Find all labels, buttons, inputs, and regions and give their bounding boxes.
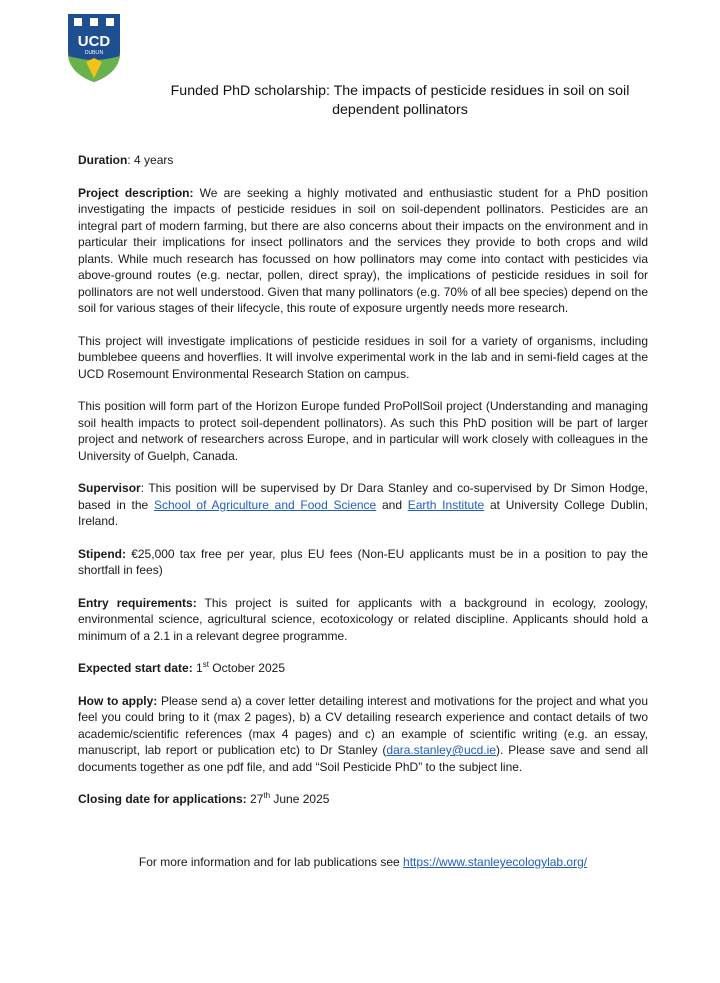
content-body — [78, 152, 648, 824]
stipend-text: €25,000 tax free per year, plus EU fees (Non-EU applicants must be in a position to pay the shortfall in fees) — [78, 546, 648, 577]
supervisor-text-2: and — [376, 497, 408, 512]
duration-label: Duration — [78, 153, 128, 167]
logo-ucd-text: UCD — [77, 33, 111, 50]
stipend-label: Stipend: — [78, 546, 126, 561]
start-day-suffix: st — [202, 660, 209, 669]
footer-note — [78, 854, 648, 870]
closing-day: 27 — [246, 792, 264, 806]
school-link[interactable]: School of Agriculture and Food Science — [153, 497, 377, 512]
start-label: Expected start date: — [78, 661, 193, 675]
project-label: Project description: — [78, 185, 194, 200]
entry-text: This project is suited for applicants with a background in ecology, zoology, environmental science, agricultural science, ecotoxicology or related discipline. Applicants should hold a minimum of a 2.1 in a relevant degree programme. — [78, 595, 648, 643]
project-description-paragraph — [78, 185, 648, 317]
logo-dublin-text: DUBLIN — [84, 50, 104, 56]
stipend-paragraph — [78, 546, 648, 579]
duration-paragraph — [78, 152, 648, 169]
title-line-2: dependent pollinators — [332, 102, 468, 118]
entry-requirements-paragraph — [78, 595, 648, 645]
start-day: 1 — [192, 661, 203, 675]
entry-label: Entry requirements: — [78, 595, 197, 610]
apply-label: How to apply: — [78, 693, 158, 708]
project-text: We are seeking a highly motivated and enthusiastic student for a PhD position investigating the impacts of pesticide residues in soil on soil-dependent pollinators. Pesticides are an integral part of modern farming, but there are also concerns about their impacts on the environment and in particular their implications for insect pollinators and the services they provide to both crops and wild plants. While much research has focussed on how pollinators may come into contact with pesticides via above-ground routes (e.g. nectar, pollen, direct spray), the implications of pesticide residues in soil for pollinators are not well understood. Given that many pollinators (e.g. 70% of all bee species) depend on the soil for various stages of their lifecycle, this route of exposure urgently needs more research. — [78, 185, 648, 315]
supervisor-paragraph — [78, 480, 648, 530]
closing-day-suffix: th — [263, 791, 271, 800]
start-rest: October 2025 — [208, 661, 286, 675]
closing-date-paragraph — [78, 791, 648, 808]
supervisor-text-1: : This position will be supervised by Dr Dara Stanley and co-supervised by Dr Simon Hodge, based in the — [78, 481, 648, 512]
start-date-paragraph — [78, 660, 648, 677]
apply-text-2: ). Please save and send all documents together as one pdf file, and add “Soil Pesticide PhD” to the subject line. — [78, 743, 648, 774]
closing-label: Closing date for applications: — [78, 792, 247, 806]
lab-website-link[interactable]: https://www.stanleyecologylab.org/ — [403, 855, 588, 869]
title-line-1: Funded PhD scholarship: The impacts of pesticide residues in soil on soil — [170, 83, 630, 99]
closing-rest: June 2025 — [270, 792, 330, 806]
duration-value: : 4 years — [127, 153, 174, 167]
footer-text: For more information and for lab publications see — [138, 855, 404, 869]
apply-text-1: Please send a) a cover letter detailing interest and motivations for the project and what you feel you could bring to it (max 2 pages), b) a CV detailing research experience and contact details of two academic/scientific references (max 4 pages) and c) an example of scientific writing (e.g. an essay, manuscript, lab report or publication etc) to Dr Stanley ( — [78, 693, 649, 757]
project-scope-paragraph: This project will investigate implications of pesticide residues in soil for a variety of organisms, including bumblebee queens and hoverflies. It will involve experimental work in the lab and in semi-field cages at the UCD Rosemount Environmental Research Station on campus. — [78, 333, 648, 381]
supervisor-text-3: at University College Dublin, Ireland. — [78, 497, 648, 528]
supervisor-label: Supervisor — [78, 481, 141, 495]
how-to-apply-paragraph — [78, 693, 648, 776]
horizon-paragraph: This position will form part of the Horizon Europe funded ProPollSoil project (Understanding and managing soil health impacts to protect soil-dependent pollinators). As such this PhD position will be part of larger project and network of researchers across Europe, and in particular will work closely with colleagues in the University of Guelph, Canada. — [78, 399, 648, 463]
ucd-logo — [66, 12, 122, 84]
email-link[interactable]: dara.stanley@ucd.ie — [386, 743, 496, 757]
earth-institute-link[interactable]: Earth Institute — [407, 497, 485, 512]
page-title — [150, 82, 650, 120]
